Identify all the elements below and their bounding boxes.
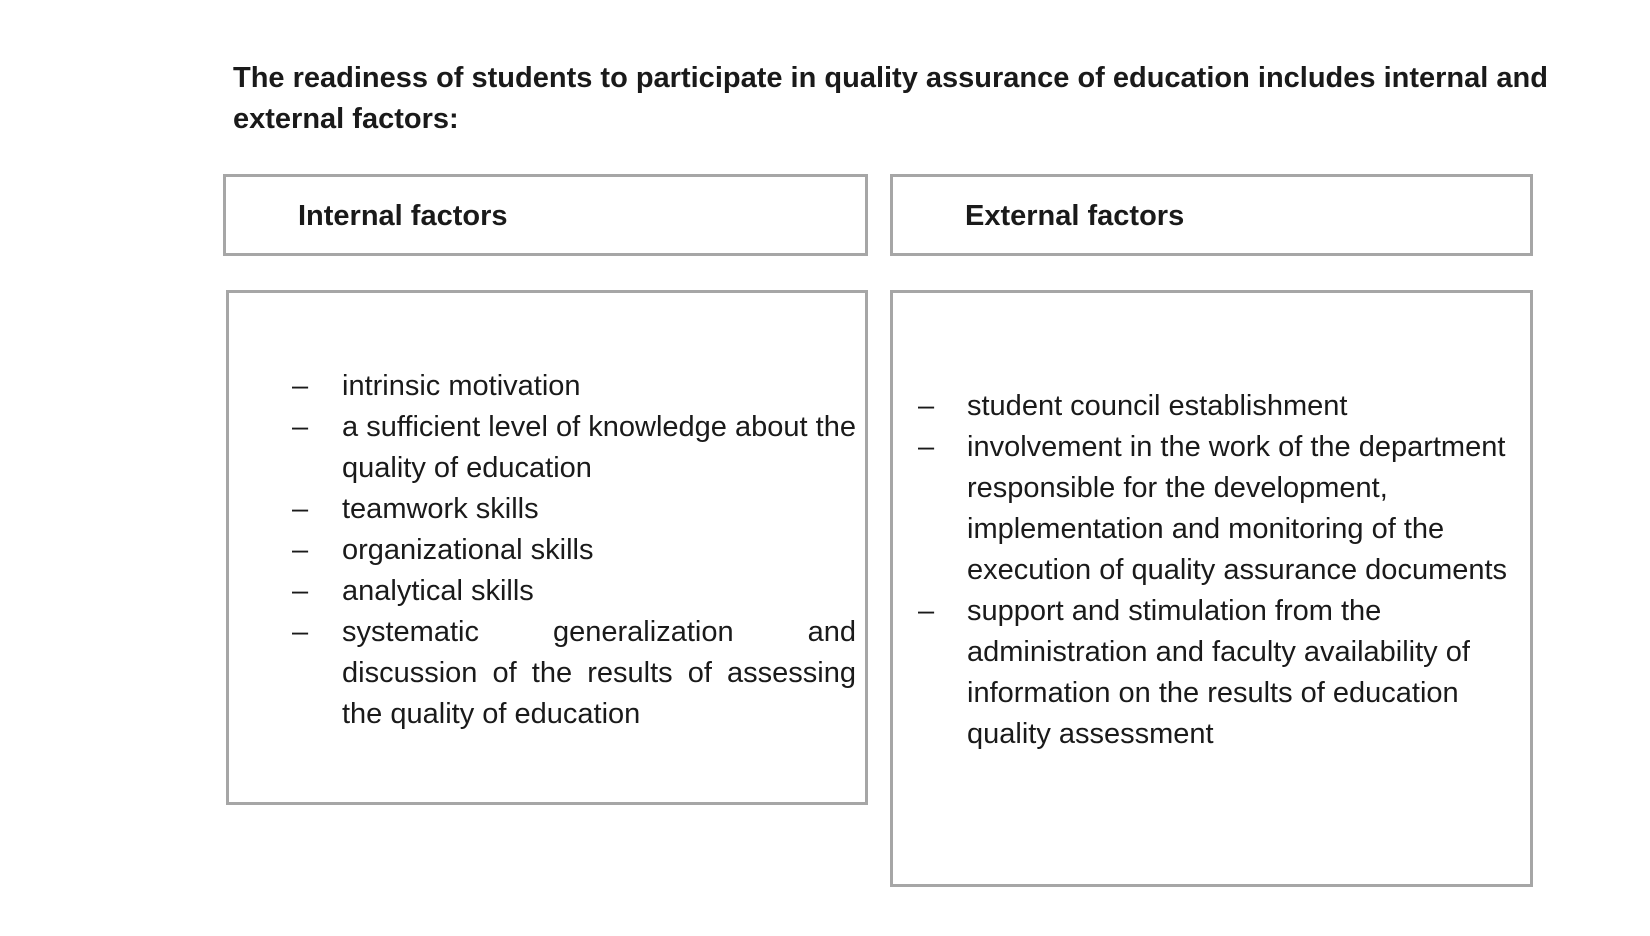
external-factors-header-box bbox=[890, 174, 1533, 256]
dash-bullet: – bbox=[918, 595, 935, 627]
dash-bullet: – bbox=[292, 493, 309, 525]
dash-bullet: – bbox=[292, 616, 309, 648]
external-factor-text: involvement in the work of the department responsible for the development, implementation and monitoring of the execution of quality assurance documents bbox=[967, 431, 1508, 586]
internal-factor-text: teamwork skills bbox=[342, 493, 539, 525]
internal-factor-text: systematic generalization and discussion of the results of assessing the quality of education bbox=[342, 616, 856, 730]
internal-factors-header-box bbox=[223, 174, 868, 256]
diagram-title: The readiness of students to participate in quality assurance of education includes internal and external factors: bbox=[233, 62, 1548, 135]
dash-bullet: – bbox=[292, 575, 309, 607]
dash-bullet: – bbox=[918, 390, 935, 422]
external-factors-box bbox=[890, 290, 1533, 887]
internal-factor-text: organizational skills bbox=[342, 534, 594, 566]
list-item bbox=[893, 427, 1526, 591]
external-factor-text: student council establishment bbox=[967, 390, 1348, 422]
internal-factor-text: intrinsic motivation bbox=[342, 370, 581, 402]
external-factors-header: External factors bbox=[965, 200, 1185, 232]
dash-bullet: – bbox=[292, 370, 309, 402]
list-item bbox=[229, 366, 856, 407]
list-item bbox=[229, 489, 856, 530]
list-item bbox=[229, 530, 856, 571]
internal-factor-text: analytical skills bbox=[342, 575, 534, 607]
dash-bullet: – bbox=[292, 411, 309, 443]
external-factors-list bbox=[893, 386, 1526, 755]
internal-factor-text: a sufficient level of knowledge about the quality of education bbox=[342, 411, 856, 484]
list-item bbox=[229, 571, 856, 612]
dash-bullet: – bbox=[292, 534, 309, 566]
list-item bbox=[229, 407, 856, 489]
dash-bullet: – bbox=[918, 431, 935, 463]
internal-factors-box bbox=[226, 290, 868, 805]
external-factor-text: support and stimulation from the administration and faculty availability of information on the results of education quality assessment bbox=[967, 595, 1470, 750]
internal-factors-list bbox=[229, 366, 856, 735]
list-item bbox=[893, 386, 1526, 427]
list-item bbox=[229, 612, 856, 735]
list-item bbox=[893, 591, 1526, 755]
internal-factors-header: Internal factors bbox=[298, 200, 508, 232]
